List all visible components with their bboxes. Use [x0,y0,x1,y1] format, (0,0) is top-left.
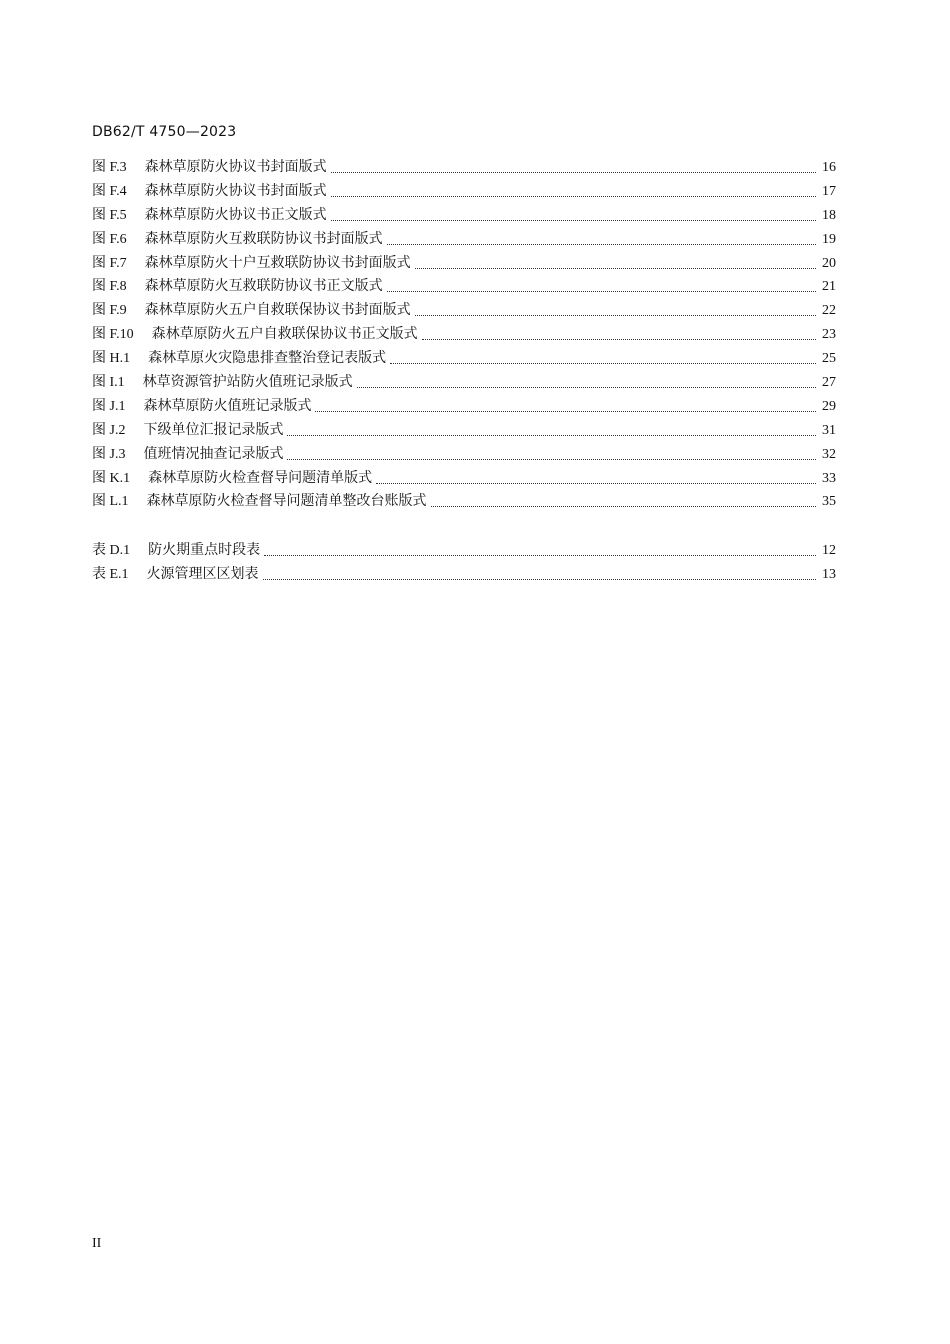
toc-entry-table-e1[interactable] [92,563,836,587]
dot-leader [390,362,816,364]
toc-entry-label: 图 I.1 [92,375,125,391]
toc-entry-page: 35 [822,494,836,510]
toc-entry-label: 图 J.1 [92,398,126,414]
toc-entry-title: 防火期重点时段表 [148,542,261,558]
toc-entry-label: 图 J.2 [92,422,126,438]
page-number: II [92,1236,102,1251]
toc-entry-title: 林草资源管护站防火值班记录版式 [142,374,353,391]
toc-entry-page: 13 [822,566,836,582]
toc-entry-figure-f3[interactable] [92,156,836,180]
toc-entry-title: 森林草原防火五户自救联保协议书正文版式 [151,326,418,343]
toc-entry-page: 12 [822,543,836,558]
dot-leader [331,219,816,221]
toc-entry-page: 23 [822,327,836,343]
dot-leader [415,314,816,316]
toc-entry-figure-l1[interactable] [92,490,836,514]
toc-entry-label: 图 L.1 [92,494,129,510]
toc-entry-title: 森林草原火灾隐患排查整治登记表版式 [148,350,387,367]
dot-leader [387,243,816,245]
toc-entry-title: 森林草原防火检查督导问题清单整改台账版式 [146,493,427,510]
toc-entry-label: 图 F.10 [92,327,134,343]
dot-leader [331,171,816,173]
toc-entry-figure-k1[interactable] [92,467,836,491]
toc-entry-label: 图 H.1 [92,351,131,367]
toc-entry-figure-i1[interactable] [92,371,836,395]
dot-leader [264,554,816,556]
toc-entry-page: 33 [822,470,836,486]
toc-entry-label: 表 E.1 [92,566,129,582]
toc-entry-label: 表 D.1 [92,543,131,558]
toc-entry-title: 森林草原防火互救联防协议书封面版式 [144,230,383,247]
toc-entry-label: 图 F.6 [92,231,127,247]
toc-entry-table-d1[interactable] [92,539,836,563]
toc-entry-label: 图 K.1 [92,470,131,486]
dot-leader [287,458,816,460]
dot-leader [422,338,816,340]
toc-entry-page: 22 [822,303,836,319]
toc-entry-page: 19 [822,231,836,247]
dot-leader [431,505,816,507]
toc-entry-title: 下级单位汇报记录版式 [143,421,284,438]
toc-entry-figure-f5[interactable] [92,204,836,228]
toc-entry-figure-f8[interactable] [92,275,836,299]
toc-entry-title: 森林草原防火协议书正文版式 [144,206,327,223]
table-list [92,539,836,587]
toc-entry-page: 31 [822,422,836,438]
toc-entry-page: 21 [822,279,836,295]
toc-entry-page: 20 [822,255,836,271]
toc-entry-title: 森林草原防火十户互救联防协议书封面版式 [144,254,411,271]
toc-entry-title: 森林草原防火协议书封面版式 [144,182,327,199]
toc-entry-figure-j3[interactable] [92,443,836,467]
dot-leader [263,578,816,580]
toc-entry-figure-f4[interactable] [92,180,836,204]
toc-entry-label: 图 F.7 [92,255,127,271]
toc-entry-figure-j1[interactable] [92,395,836,419]
toc-entry-page: 18 [822,207,836,223]
dot-leader [376,482,816,484]
toc-entry-figure-f6[interactable] [92,228,836,252]
toc-entry-title: 森林草原防火协议书封面版式 [144,159,327,175]
toc-entry-title: 森林草原防火五户自救联保协议书封面版式 [144,302,411,319]
toc-entry-figure-j2[interactable] [92,419,836,443]
dot-leader [387,290,816,292]
toc-entry-label: 图 F.3 [92,160,127,175]
dot-leader [357,386,816,388]
toc-entry-page: 17 [822,183,836,199]
dot-leader [331,195,816,197]
toc-entry-title: 火源管理区区划表 [146,565,259,582]
toc-entry-label: 图 J.3 [92,446,126,462]
toc-entry-figure-h1[interactable] [92,347,836,371]
toc-entry-page: 32 [822,446,836,462]
toc-entry-title: 森林草原防火检查督导问题清单版式 [148,469,373,486]
toc-entry-page: 25 [822,351,836,367]
dot-leader [287,434,816,436]
toc-entry-figure-f10[interactable] [92,323,836,347]
document-standard-code: DB62/T 4750—2023 [92,124,237,140]
toc-entry-title: 值班情况抽查记录版式 [143,445,284,462]
toc-entry-page: 16 [822,160,836,175]
toc-entry-label: 图 F.5 [92,207,127,223]
toc-entry-figure-f7[interactable] [92,252,836,276]
toc-entry-page: 27 [822,375,836,391]
toc-entry-label: 图 F.9 [92,303,127,319]
toc-entry-page: 29 [822,398,836,414]
toc-entry-label: 图 F.8 [92,279,127,295]
toc-entry-label: 图 F.4 [92,183,127,199]
dot-leader [415,267,816,269]
toc-entry-title: 森林草原防火互救联防协议书正文版式 [144,278,383,295]
dot-leader [315,410,816,412]
toc-entry-figure-f9[interactable] [92,299,836,323]
toc-entry-title: 森林草原防火值班记录版式 [143,397,312,414]
figure-list [92,156,836,514]
